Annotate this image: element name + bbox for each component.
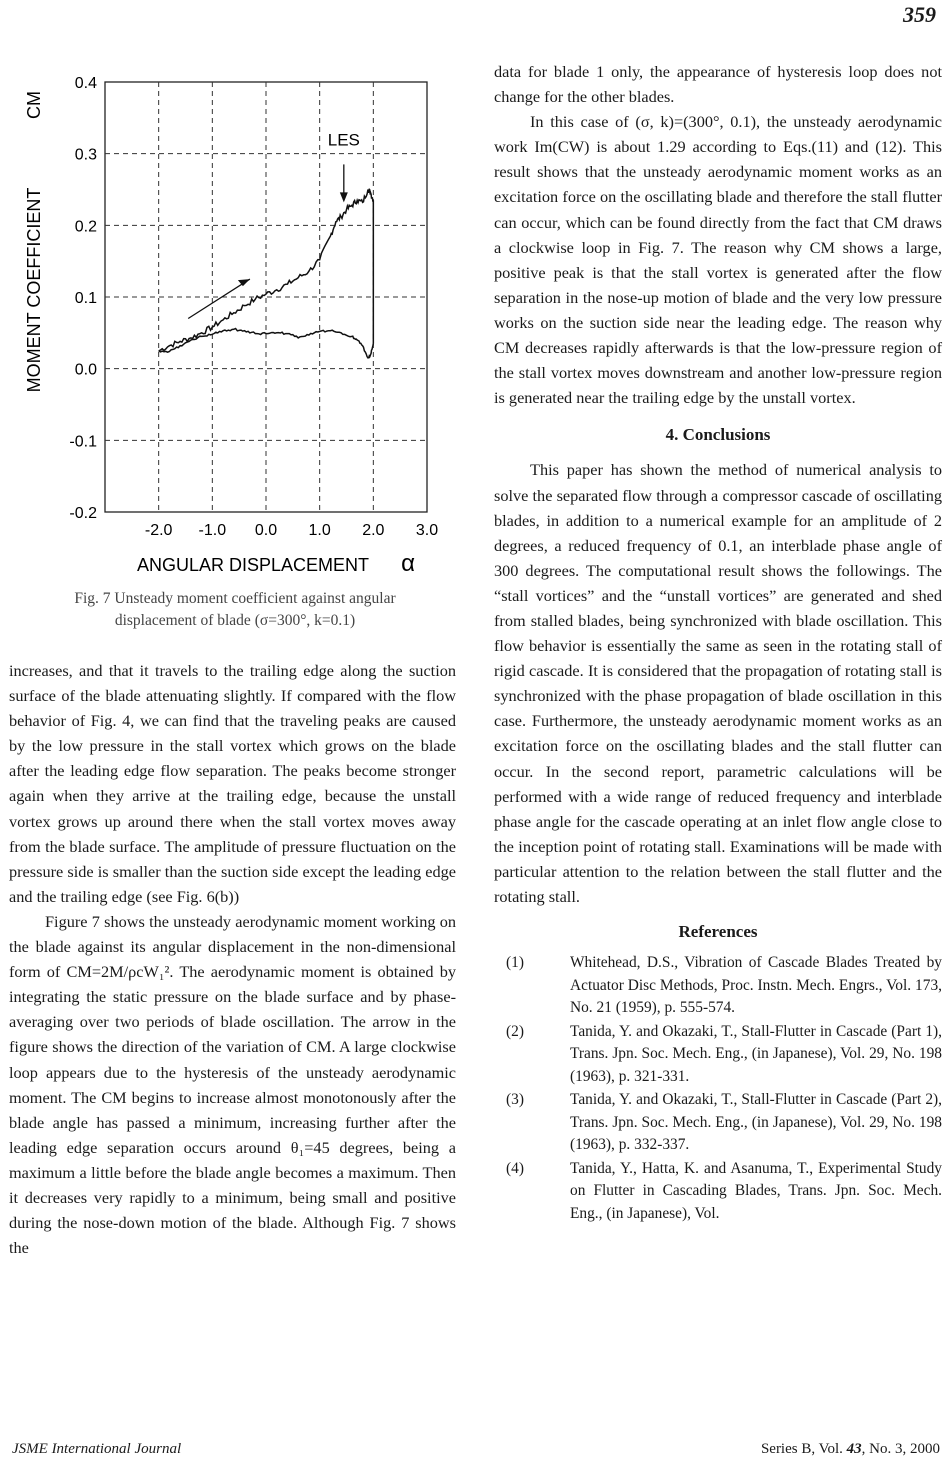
y-axis-label: MOMENT COEFFICIENT <box>24 187 44 393</box>
y-tick-label: 0.4 <box>74 75 97 92</box>
right-paragraph-1: data for blade 1 only, the appearance of hysteresis loop does not change for the other blades. <box>494 62 942 107</box>
x-tick-label: 3.0 <box>415 522 439 539</box>
reference-number: (4) <box>506 1159 524 1177</box>
y-tick-label: 0.0 <box>74 361 97 379</box>
caption-line-2: displacement of blade (σ=300°, k=0.1) <box>114 612 356 629</box>
x-tick-label: -2.0 <box>144 522 173 539</box>
caption-line-1: Fig. 7 Unsteady moment coefficient against angular <box>74 590 396 607</box>
left-column <box>9 658 456 1260</box>
direction-arrow-shaft <box>188 279 250 318</box>
x-axis-symbol: α <box>401 550 415 577</box>
references-heading: References <box>678 922 758 942</box>
y-tick-label: 0.2 <box>74 218 97 236</box>
les-arrow-head <box>340 192 348 202</box>
x-tick-label: 1.0 <box>308 522 331 539</box>
y-tick-label: -0.2 <box>69 505 97 522</box>
reference-text: Tanida, Y. and Okazaki, T., Stall-Flutter in Cascade (Part 1), Trans. Jpn. Soc. Mech. Eng., (in Japanese), Vol. 29, No. 198 (1963), p. 321-331. <box>570 1022 942 1085</box>
figure-7-chart <box>10 60 450 580</box>
y-axis-symbol: CM <box>24 91 44 119</box>
series-prefix: Series B, Vol. <box>760 1441 843 1457</box>
right-paragraph-2: In this case of (σ, k)=(300°, 0.1), the unsteady aerodynamic work Im(CW) is about 1.29 according to Eqs.(11) and (12). This result shows that the unsteady aerodynamic moment works as an excitation force on the oscillating blade and therefore the stall flutter can occur, which can be found directly from the fact that CM draws a clockwise loop in Fig. 7. The reason why CM shows a large, positive peak is that the stall vortex is generated after the flow separation in the nose-up motion of blade and the very low pressure works on the suction side near the leading edge. The reason why CM decreases rapidly afterwards is that the low-pressure region of the stall vortex moves downstream and another low-pressure region is generated near the trailing edge by the unstall vortex. <box>494 112 942 408</box>
reference-item <box>494 1021 942 1089</box>
y-tick-label: 0.1 <box>74 290 97 307</box>
volume-number: 43 <box>846 1441 862 1457</box>
y-tick-label: 0.3 <box>74 146 97 164</box>
left-paragraph-2: Figure 7 shows the unsteady aerodynamic moment working on the blade against its angular displacement in the non-dimensional form of CM=2M/ρcW₁². The aerodynamic moment is obtained by integrating the static pressure on the blade surface and by phase-averaging over two periods of blade oscillation. The arrow in the figure shows the direction of the variation of CM. A large clockwise loop appears due to the hysteresis of the unsteady aerodynamic moment. The CM begins to increase almost monotonously after the blade angle has passed a minimum, increasing further after the leading edge separation occurs around θ₁=45 degrees, being a maximum a little before the blade angle becomes a maximum. Then it decreases very rapidly to a minimum, being small and positive during the nose-down motion of the blade. Although Fig. 7 shows the <box>9 911 456 1258</box>
x-tick-label: -1.0 <box>198 522 227 539</box>
reference-number: (3) <box>506 1091 524 1109</box>
right-column <box>494 59 942 1226</box>
x-tick-label: 2.0 <box>362 522 385 539</box>
y-tick-label: -0.1 <box>69 433 97 451</box>
conclusions-paragraph: This paper has shown the method of numerical analysis to solve the separated flow through a compressor cascade of oscillating blades, in addition to a numerical example for an amplitude of 2 degrees, a reduced frequency of 0.1, an interblade phase angle of 300 degrees. The computational result shows the followings. The “stall vortices” and the “unstall vortices” are generated and shed from stalled blades, being synchronized with blade oscillation. This flow behavior is essentially the same as seen in the rotating stall of rigid cascade. It is considered that the propagation of rotating stall is synchronized with the phase propagation of blade oscillation in this case. Furthermore, the unsteady aerodynamic moment works as an excitation force on the oscillating blades and the stall flutter can occur. In the second report, parametric calculations will be performed with a wide range of reduced frequency and interblade phase angle for the cascade operating at an inlet flow angle close to the inception point of rotating stall. Examinations will be made with particular attention to the relation between the stall flutter and the rotating stall. <box>494 460 942 906</box>
journal-name: JSME International Journal <box>12 1441 182 1457</box>
les-annotation: LES <box>327 130 360 150</box>
left-paragraph-1: increases, and that it travels to the trailing edge along the suction surface of the blade attenuating slightly. If compared with the flow behavior of Fig. 4, we can find that the traveling peaks are caused by the low pressure in the stall vortex which grows on the blade after the leading edge flow separation. The peaks become stronger again when they arrive at the trailing edge, because the unstall vortex grows up around there when the stall vortex moves away from the blade surface. The amplitude of pressure fluctuation on the pressure side is smaller than the suction side except the leading edge and the trailing edge (see Fig. 6(b)) <box>9 661 456 906</box>
reference-text: Tanida, Y. and Okazaki, T., Stall-Flutter in Cascade (Part 2), Trans. Jpn. Soc. Mech. Eng., (in Japanese), Vol. 29, No. 198 (1963), p. 332-337. <box>570 1091 942 1154</box>
reference-item <box>494 952 942 1020</box>
reference-item <box>494 1158 942 1226</box>
page-number: 359 <box>903 2 936 27</box>
reference-item <box>494 1089 942 1157</box>
reference-list <box>494 952 942 1225</box>
figure-caption <box>20 588 450 632</box>
conclusions-heading: 4. Conclusions <box>665 425 771 445</box>
reference-text: Whitehead, D.S., Vibration of Cascade Blades Treated by Actuator Disc Methods, Proc. Instn. Mech. Engrs., Vol. 173, No. 21 (1959), p. 555-574. <box>570 954 942 1017</box>
x-tick-label: 0.0 <box>254 522 278 539</box>
reference-text: Tanida, Y., Hatta, K. and Asanuma, T., Experimental Study on Flutter in Cascading Blades, Trans. Jpn. Soc. Mech. Eng., (in Japanese), Vol. <box>570 1159 942 1222</box>
x-axis-label: ANGULAR DISPLACEMENT <box>136 555 370 575</box>
reference-number: (1) <box>506 954 524 972</box>
series-info <box>761 1441 940 1458</box>
reference-number: (2) <box>506 1022 524 1040</box>
series-suffix: , No. 3, 2000 <box>861 1441 940 1457</box>
